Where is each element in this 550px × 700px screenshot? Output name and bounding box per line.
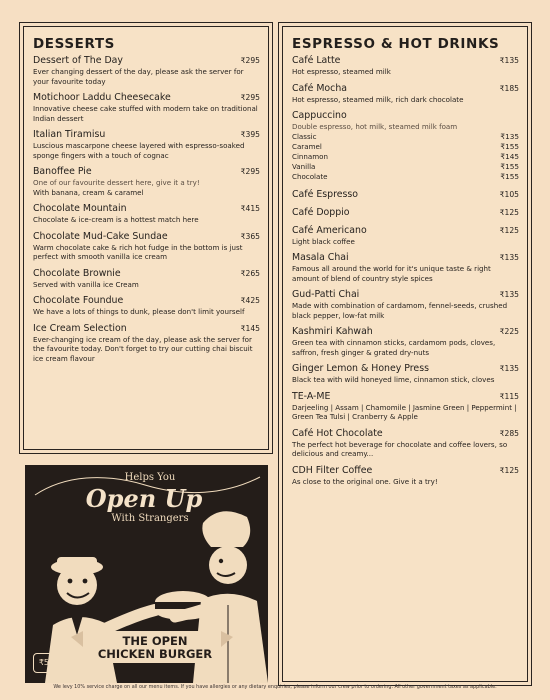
menu-item-description: Hot espresso, steamed milk, rich dark chocolate (292, 94, 464, 104)
menu-item-caf-hot-chocolate (292, 428, 519, 459)
menu-item-price: ₹145 (240, 323, 260, 333)
menu-item-price: ₹225 (499, 327, 519, 337)
menu-item-ginger-lemon-honey-press (292, 363, 519, 385)
menu-item-name: Dessert of The Day (33, 55, 123, 66)
menu-item-chocolate-mud-cake-sundae (33, 231, 260, 262)
menu-item-name: Café Espresso (292, 188, 359, 200)
menu-item-price: ₹295 (240, 56, 260, 65)
menu-item-caf-americano (292, 225, 519, 247)
menu-item-name: Ice Cream Selection (33, 322, 127, 334)
menu-item-header (292, 363, 519, 375)
menu-item-header (292, 207, 519, 219)
menu-item-note: Double espresso, hot milk, steamed milk foam (292, 122, 458, 131)
menu-item-price: ₹125 (499, 465, 519, 475)
menu-item-price: ₹135 (499, 56, 519, 65)
menu-item-description: Hot espresso, steamed milk (292, 67, 391, 76)
variant-name: Cinnamon (292, 151, 329, 161)
menu-item-name: Chocolate Mountain (33, 203, 127, 214)
menu-item-cdh-filter-coffee (292, 465, 519, 487)
menu-item-description: Green tea with cinnamon sticks, cardamom pods, cloves, saffron, fresh ginger & grated dry-nuts (292, 338, 496, 357)
menu-item-header (292, 55, 519, 67)
menu-item-header (292, 465, 519, 477)
menu-item-header (33, 55, 260, 67)
menu-item-name: Chocolate Mud-Cake Sundae (33, 230, 168, 242)
menu-item-name: Masala Chai (292, 252, 349, 264)
menu-item-header (33, 295, 260, 307)
menu-item-name: Cappuccino (292, 110, 347, 121)
variant-cinnamon (292, 152, 519, 162)
poster-burger-line2: CHICKEN BURGER (97, 647, 213, 661)
poster-tagline-bottom: With Strangers (111, 513, 189, 524)
menu-item-caf-latte (292, 55, 519, 77)
menu-item-description: Famous all around the world for it's unique taste & right amount of blend of country style spices (292, 264, 491, 283)
menu-item-header (292, 83, 519, 95)
menu-item-price: ₹415 (240, 204, 260, 213)
menu-item-chocolate-brownie (33, 268, 260, 290)
menu-item-header (33, 129, 260, 141)
menu-item-price: ₹425 (240, 296, 260, 305)
menu-item-name: CDH Filter Coffee (292, 464, 373, 476)
menu-item-price: ₹395 (240, 130, 260, 139)
menu-item-price: ₹285 (499, 428, 519, 438)
menu-item-name: Café Latte (292, 55, 341, 66)
menu-item-header (33, 203, 260, 215)
menu-item-description: Ever-changing ice cream of the day, please ask the server for the favourite today. Don't forget to try our cutting chai biscuit ice cream flavour (33, 334, 253, 363)
menu-item-price: ₹135 (499, 253, 519, 263)
menu-item-name: TE-A-ME (292, 390, 331, 402)
menu-item-header (292, 252, 519, 264)
menu-item-name: Chocolate Foundue (33, 295, 124, 306)
menu-item-description: Made with combination of cardamom, fennel-seeds, crushed black pepper, low-fat milk (292, 301, 508, 320)
menu-item-price: ₹135 (499, 364, 519, 374)
menu-item-header (292, 189, 519, 201)
menu-item-description: Served with vanilla ice Cream (33, 279, 139, 289)
burger-poster (25, 465, 268, 683)
menu-item-header (292, 391, 519, 403)
menu-item-note: One of our favourite dessert here, give it a try! (33, 178, 200, 187)
menu-item-price: ₹365 (240, 231, 260, 241)
drinks-panel (282, 26, 528, 682)
menu-item-header (33, 268, 260, 280)
menu-item-price: ₹105 (499, 189, 519, 199)
menu-item-price: ₹135 (499, 290, 519, 300)
menu-item-description: Innovative cheese cake stuffed with modern take on traditional Indian dessert (33, 104, 258, 123)
variant-name: Caramel (292, 141, 322, 151)
menu-item-header (33, 166, 260, 178)
menu-item-cappuccino (292, 110, 519, 183)
variant-price: ₹155 (500, 141, 519, 151)
menu-item-header (292, 326, 519, 338)
variant-price: ₹135 (500, 131, 519, 141)
menu-item-banoffee-pie (33, 166, 260, 197)
variant-chocolate (292, 172, 519, 182)
menu-item-caf-mocha (292, 83, 519, 105)
menu-item-description: Ever changing dessert of the day, please ask the server for your favourite today (33, 67, 244, 86)
menu-item-ice-cream-selection (33, 323, 260, 364)
menu-item-name: Café Hot Chocolate (292, 427, 383, 439)
variant-vanilla (292, 162, 519, 172)
menu-item-name: Café Mocha (292, 82, 348, 94)
menu-item-header (292, 110, 519, 122)
menu-item-header (292, 225, 519, 237)
menu-item-chocolate-mountain (33, 203, 260, 225)
menu-item-description: As close to the original one. Give it a try! (292, 476, 438, 486)
desserts-title: DESSERTS (33, 36, 116, 52)
menu-item-name: Café Doppio (292, 206, 350, 218)
menu-item-dessert-of-the-day (33, 55, 260, 86)
poster-burger-line1: THE OPEN (122, 634, 188, 648)
variant-name: Vanilla (292, 162, 316, 172)
poster-headline: Open Up (85, 484, 203, 513)
menu-item-header (292, 289, 519, 301)
variant-name: Chocolate (292, 172, 328, 182)
variant-classic (292, 132, 519, 142)
menu-item-price: ₹115 (499, 391, 519, 401)
menu-item-name: Italian Tiramisu (33, 129, 106, 140)
menu-item-description: We have a lots of things to dunk, please don't limit yourself (33, 307, 245, 316)
poster-tagline-top: Helps You (124, 472, 176, 483)
menu-item-price: ₹295 (240, 93, 260, 102)
desserts-panel (23, 26, 269, 450)
desserts-list (24, 55, 268, 363)
menu-item-gud-patti-chai (292, 289, 519, 320)
menu-item-masala-chai (292, 252, 519, 283)
menu-item-header (33, 231, 260, 243)
variant-price: ₹155 (500, 162, 519, 172)
menu-item-price: ₹265 (240, 268, 260, 278)
menu-item-price: ₹125 (499, 207, 519, 217)
variant-caramel (292, 142, 519, 152)
menu-item-name: Ginger Lemon & Honey Press (292, 363, 429, 375)
poster-price-badge: ₹545 (33, 653, 65, 673)
menu-item-name: Café Americano (292, 224, 367, 236)
poster-burger-name (95, 635, 215, 661)
variant-price: ₹155 (500, 172, 519, 182)
menu-item-name: Banoffee Pie (33, 166, 92, 177)
menu-item-price: ₹125 (499, 225, 519, 235)
menu-item-description: Luscious mascarpone cheese layered with espresso-soaked sponge fingers with a touch of cognac (33, 141, 245, 160)
menu-item-header (33, 92, 260, 104)
menu-item-price: ₹185 (499, 83, 519, 93)
menu-item-name: Gud-Patti Chai (292, 289, 360, 301)
menu-item-description: Black tea with wild honeyed lime, cinnamon stick, cloves (292, 375, 495, 385)
menu-item-description: Warm chocolate cake & rich hot fudge in the bottom is just perfect with smooth vanilla ice cream (33, 242, 243, 261)
footer-disclaimer: We levy 10% service charge on all our menu items. If you have allergies or any dietary enquiries, please inform our crew prior to ordering. All other government taxes as applicable. (53, 684, 497, 690)
menu-item-caf-doppio (292, 207, 519, 219)
menu-item-description: Chocolate & ice-cream is a hottest match here (33, 215, 199, 224)
menu-item-description: Light black coffee (292, 236, 355, 246)
variant-name: Classic (292, 131, 317, 141)
menu-item-kashmiri-kahwah (292, 326, 519, 357)
menu-item-chocolate-foundue (33, 295, 260, 317)
menu-item-name: Chocolate Brownie (33, 267, 121, 279)
menu-item-description: With banana, cream & caramel (33, 187, 144, 197)
drinks-list (283, 55, 527, 486)
drinks-title: ESPRESSO & HOT DRINKS (292, 36, 500, 52)
variant-price: ₹145 (500, 151, 519, 161)
menu-item-header (292, 428, 519, 440)
menu-item-te-a-me (292, 391, 519, 422)
menu-item-header (33, 323, 260, 335)
menu-item-name: Motichoor Laddu Cheesecake (33, 92, 171, 103)
menu-item-description: The perfect hot beverage for chocolate and coffee lovers, so delicious and creamy... (292, 439, 508, 459)
menu-item-description: Darjeeling | Assam | Chamomile | Jasmine Green | Peppermint | Green Tea Tulsi | Cranberry & Apple (292, 402, 517, 422)
menu-item-motichoor-laddu-cheesecake (33, 92, 260, 123)
menu-item-price: ₹295 (240, 167, 260, 176)
menu-item-italian-tiramisu (33, 129, 260, 160)
menu-item-name: Kashmiri Kahwah (292, 326, 373, 338)
menu-item-caf-espresso (292, 189, 519, 201)
